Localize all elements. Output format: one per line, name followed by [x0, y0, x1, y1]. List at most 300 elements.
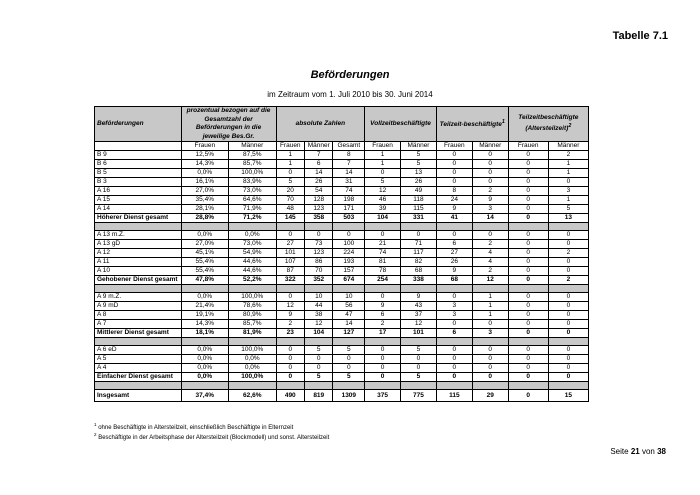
- table-cell: 0: [333, 231, 365, 240]
- table-cell: 0: [333, 355, 365, 364]
- table-cell: 9: [401, 293, 437, 302]
- table-cell: 123: [305, 249, 333, 258]
- table-cell: 85,7%: [229, 160, 277, 169]
- row-label: A 5: [95, 355, 182, 364]
- separator-cell: [95, 223, 182, 231]
- table-cell: 0: [472, 364, 508, 373]
- page-title: Beförderungen: [310, 69, 390, 81]
- table-cell: 47: [333, 311, 365, 320]
- subheader-cell: Männer: [229, 142, 277, 151]
- table-cell: 5: [276, 178, 304, 187]
- table-cell: 1: [472, 311, 508, 320]
- table-cell: 9: [436, 267, 472, 276]
- table-cell: 12: [472, 276, 508, 285]
- table-cell: 27: [436, 249, 472, 258]
- table-cell: 101: [401, 329, 437, 338]
- table-cell: 9: [472, 196, 508, 205]
- row-label: A 9 m.Z.: [95, 293, 182, 302]
- table-cell: 0: [548, 364, 588, 373]
- table-cell: 8: [333, 151, 365, 160]
- separator-cell: [276, 382, 304, 390]
- table-cell: 9: [436, 205, 472, 214]
- table-subheader-row: [95, 142, 589, 151]
- table-cell: 145: [276, 214, 304, 223]
- subheader-cell: Frauen: [276, 142, 304, 151]
- table-cell: 0: [508, 240, 548, 249]
- table-cell: 0: [401, 364, 437, 373]
- table-cell: 198: [333, 196, 365, 205]
- row-label: B 5: [95, 169, 182, 178]
- table-cell: 0: [365, 355, 401, 364]
- table-cell: 74: [365, 249, 401, 258]
- table-row: [95, 355, 589, 364]
- separator-cell: [333, 285, 365, 293]
- table-cell: 2: [276, 320, 304, 329]
- group-separator: [95, 338, 589, 346]
- table-cell: 101: [276, 249, 304, 258]
- table-cell: 8: [436, 187, 472, 196]
- table-cell: 16,1%: [181, 178, 228, 187]
- table-cell: 0: [472, 373, 508, 382]
- row-label: A 10: [95, 267, 182, 276]
- header-category: Beförderungen: [95, 107, 182, 142]
- separator-cell: [508, 285, 548, 293]
- table-cell: 1309: [333, 390, 365, 402]
- table-cell: 0,0%: [181, 355, 228, 364]
- table-row: [95, 311, 589, 320]
- table-row: [95, 169, 589, 178]
- header-percent: prozentual bezogen auf die Gesamtzahl der Beförderungen in die jeweilige Bes.Gr.: [181, 107, 276, 142]
- separator-cell: [305, 223, 333, 231]
- table-cell: 107: [276, 258, 304, 267]
- separator-cell: [548, 223, 588, 231]
- table-cell: 4: [472, 249, 508, 258]
- table-cell: 85,7%: [229, 320, 277, 329]
- group-total-row: [95, 329, 589, 338]
- table-cell: 1: [548, 160, 588, 169]
- table-cell: 0: [436, 346, 472, 355]
- separator-cell: [365, 285, 401, 293]
- table-row: [95, 205, 589, 214]
- table-cell: 0,0%: [229, 364, 277, 373]
- separator-cell: [305, 338, 333, 346]
- table-cell: 490: [276, 390, 304, 402]
- table-cell: 254: [365, 276, 401, 285]
- separator-cell: [333, 338, 365, 346]
- group-total-row: [95, 214, 589, 223]
- table-body: [95, 142, 589, 402]
- table-cell: 5: [401, 346, 437, 355]
- footnote-2: $^2$ Beschäftigte in der Arbeitsphase der Altersteilzeit (Blockmodell) und sonst. Altersteilzeit: [94, 432, 330, 441]
- group-total-row: [95, 373, 589, 382]
- table-cell: 0: [548, 355, 588, 364]
- table-cell: 3: [548, 187, 588, 196]
- table-cell: 26: [436, 258, 472, 267]
- separator-cell: [508, 382, 548, 390]
- table-row: [95, 249, 589, 258]
- table-cell: 322: [276, 276, 304, 285]
- separator-cell: [276, 285, 304, 293]
- table-cell: 13: [548, 214, 588, 223]
- table-cell: 68: [401, 267, 437, 276]
- table-cell: 331: [401, 214, 437, 223]
- row-label: A 6 eD: [95, 346, 182, 355]
- table-cell: 10: [333, 293, 365, 302]
- table-cell: 82: [401, 258, 437, 267]
- table-cell: 0: [436, 169, 472, 178]
- separator-cell: [365, 338, 401, 346]
- table-cell: 0: [508, 364, 548, 373]
- table-cell: 71: [401, 240, 437, 249]
- row-label: Mittlerer Dienst gesamt: [95, 329, 182, 338]
- table-row: [95, 258, 589, 267]
- table-cell: 118: [401, 196, 437, 205]
- header-absolute: absolute Zahlen: [276, 107, 365, 142]
- table-cell: 81: [365, 258, 401, 267]
- separator-cell: [95, 285, 182, 293]
- table-cell: 0: [436, 355, 472, 364]
- separator-cell: [229, 285, 277, 293]
- table-cell: 115: [401, 205, 437, 214]
- table-cell: 0: [365, 364, 401, 373]
- separator-cell: [181, 285, 228, 293]
- table-cell: 0: [508, 231, 548, 240]
- table-cell: 123: [305, 205, 333, 214]
- separator-cell: [276, 338, 304, 346]
- table-cell: 52,2%: [229, 276, 277, 285]
- table-cell: 5: [333, 373, 365, 382]
- table-cell: 12: [276, 302, 304, 311]
- table-cell: 0: [548, 311, 588, 320]
- separator-cell: [472, 223, 508, 231]
- table-cell: 0: [548, 178, 588, 187]
- table-cell: 0: [508, 258, 548, 267]
- table-cell: 2: [548, 249, 588, 258]
- table-cell: 224: [333, 249, 365, 258]
- table-cell: 0: [508, 276, 548, 285]
- separator-cell: [401, 338, 437, 346]
- table-cell: 0: [436, 364, 472, 373]
- table-cell: 171: [333, 205, 365, 214]
- table-cell: 775: [401, 390, 437, 402]
- table-cell: 100,0%: [229, 169, 277, 178]
- separator-cell: [436, 223, 472, 231]
- separator-cell: [365, 382, 401, 390]
- table-cell: 5: [548, 205, 588, 214]
- table-cell: 12,5%: [181, 151, 228, 160]
- row-label: A 9 mD: [95, 302, 182, 311]
- table-cell: 24: [436, 196, 472, 205]
- table-cell: 157: [333, 267, 365, 276]
- table-cell: 29: [472, 390, 508, 402]
- table-cell: 0: [333, 364, 365, 373]
- table-row: [95, 364, 589, 373]
- row-label: A 13 gD: [95, 240, 182, 249]
- table-cell: 1: [548, 169, 588, 178]
- table-cell: 0: [305, 364, 333, 373]
- row-label: Insgesamt: [95, 390, 182, 402]
- separator-cell: [436, 285, 472, 293]
- row-label: Höherer Dienst gesamt: [95, 214, 182, 223]
- table-cell: 56: [333, 302, 365, 311]
- row-label: B 6: [95, 160, 182, 169]
- header-partial-retirement: Teilzeitbeschäftigte (Altersteilzeit)$^2$: [508, 107, 588, 142]
- table-cell: 0: [508, 390, 548, 402]
- table-header-row: [95, 107, 589, 142]
- table-cell: 1: [472, 302, 508, 311]
- table-cell: 3: [472, 329, 508, 338]
- table-cell: 6: [436, 240, 472, 249]
- table-row: [95, 293, 589, 302]
- table-cell: 0: [401, 231, 437, 240]
- table-row: [95, 320, 589, 329]
- separator-cell: [436, 338, 472, 346]
- table-cell: 6: [365, 311, 401, 320]
- table-cell: 0: [508, 205, 548, 214]
- table-cell: 27,0%: [181, 240, 228, 249]
- table-cell: 0: [472, 151, 508, 160]
- subheader-cell: Männer: [305, 142, 333, 151]
- table-cell: 0,0%: [181, 346, 228, 355]
- table-cell: 4: [472, 258, 508, 267]
- table-cell: 0: [548, 346, 588, 355]
- table-cell: 5: [401, 160, 437, 169]
- row-label: A 16: [95, 187, 182, 196]
- table-row: [95, 196, 589, 205]
- table-cell: 0: [436, 231, 472, 240]
- separator-cell: [472, 285, 508, 293]
- table-cell: 26: [305, 178, 333, 187]
- table-cell: 0: [276, 364, 304, 373]
- table-cell: 46: [365, 196, 401, 205]
- table-cell: 100: [333, 240, 365, 249]
- table-cell: 14: [333, 169, 365, 178]
- table-cell: 35,4%: [181, 196, 228, 205]
- table-cell: 26: [401, 178, 437, 187]
- row-label: A 13 m.Z.: [95, 231, 182, 240]
- table-cell: 71,9%: [229, 205, 277, 214]
- table-cell: 0: [305, 231, 333, 240]
- table-cell: 28,8%: [181, 214, 228, 223]
- table-cell: 1: [548, 196, 588, 205]
- table-cell: 15: [548, 390, 588, 402]
- table-cell: 7: [333, 160, 365, 169]
- separator-cell: [229, 223, 277, 231]
- table-cell: 0,0%: [181, 231, 228, 240]
- table-cell: 17: [365, 329, 401, 338]
- table-cell: 0: [508, 249, 548, 258]
- table-cell: 117: [401, 249, 437, 258]
- table-cell: 193: [333, 258, 365, 267]
- group-total-row: [95, 276, 589, 285]
- table-cell: 54,9%: [229, 249, 277, 258]
- row-label: A 11: [95, 258, 182, 267]
- row-label: Gehobener Dienst gesamt: [95, 276, 182, 285]
- table-cell: 41: [436, 214, 472, 223]
- table-cell: 0: [548, 320, 588, 329]
- separator-cell: [95, 338, 182, 346]
- table-cell: 6: [436, 329, 472, 338]
- table-cell: 100,0%: [229, 373, 277, 382]
- separator-cell: [548, 285, 588, 293]
- table-cell: 0: [365, 373, 401, 382]
- table-cell: 0,0%: [229, 231, 277, 240]
- table-cell: 0: [401, 355, 437, 364]
- table-row: [95, 178, 589, 187]
- subheader-cell: Frauen: [508, 142, 548, 151]
- table-cell: 0,0%: [229, 355, 277, 364]
- table-cell: 49: [401, 187, 437, 196]
- separator-cell: [95, 382, 182, 390]
- table-cell: 62,6%: [229, 390, 277, 402]
- table-cell: 0: [548, 293, 588, 302]
- table-cell: 37,4%: [181, 390, 228, 402]
- table-cell: 7: [305, 151, 333, 160]
- table-cell: 0: [276, 355, 304, 364]
- separator-cell: [181, 382, 228, 390]
- table-cell: 27,0%: [181, 187, 228, 196]
- row-label: A 15: [95, 196, 182, 205]
- separator-cell: [508, 223, 548, 231]
- table-cell: 1: [276, 151, 304, 160]
- table-cell: 0: [508, 267, 548, 276]
- table-cell: 3: [436, 302, 472, 311]
- table-cell: 19,1%: [181, 311, 228, 320]
- separator-cell: [229, 382, 277, 390]
- table-cell: 100,0%: [229, 293, 277, 302]
- table-cell: 2: [548, 151, 588, 160]
- table-cell: 37: [401, 311, 437, 320]
- table-cell: 12: [305, 320, 333, 329]
- table-cell: 0,0%: [181, 373, 228, 382]
- separator-cell: [472, 382, 508, 390]
- table-cell: 55,4%: [181, 258, 228, 267]
- table-cell: 9: [276, 311, 304, 320]
- table-cell: 5: [401, 373, 437, 382]
- table-cell: 0: [508, 151, 548, 160]
- table-cell: 0,0%: [181, 169, 228, 178]
- table-cell: 5: [401, 151, 437, 160]
- table-number-label: Tabelle 7.1: [612, 30, 668, 42]
- table-cell: 0: [276, 293, 304, 302]
- promotions-table: [94, 106, 589, 402]
- table-row: [95, 231, 589, 240]
- grand-total-row: [95, 390, 589, 402]
- table-cell: 5: [305, 373, 333, 382]
- table-cell: 0: [436, 373, 472, 382]
- table-cell: 2: [365, 320, 401, 329]
- table-cell: 83,9%: [229, 178, 277, 187]
- subheader-blank: [95, 142, 182, 151]
- row-label: B 3: [95, 178, 182, 187]
- table-cell: 0: [436, 178, 472, 187]
- subheader-cell: Frauen: [436, 142, 472, 151]
- table-cell: 0: [508, 346, 548, 355]
- row-label: Einfacher Dienst gesamt: [95, 373, 182, 382]
- subheader-cell: Männer: [472, 142, 508, 151]
- table-cell: 0: [548, 231, 588, 240]
- table-cell: 375: [365, 390, 401, 402]
- table-cell: 5: [365, 178, 401, 187]
- table-cell: 0: [548, 373, 588, 382]
- table-cell: 5: [305, 346, 333, 355]
- table-cell: 0: [276, 346, 304, 355]
- table-cell: 27: [276, 240, 304, 249]
- table-cell: 358: [305, 214, 333, 223]
- table-cell: 6: [305, 160, 333, 169]
- table-cell: 3: [472, 205, 508, 214]
- table-cell: 127: [333, 329, 365, 338]
- table-cell: 1: [276, 160, 304, 169]
- table-row: [95, 160, 589, 169]
- table-cell: 0: [472, 355, 508, 364]
- table-cell: 1: [472, 293, 508, 302]
- table-cell: 87: [276, 267, 304, 276]
- separator-cell: [333, 223, 365, 231]
- table-cell: 70: [305, 267, 333, 276]
- table-cell: 128: [305, 196, 333, 205]
- table-cell: 0: [548, 302, 588, 311]
- table-cell: 78,6%: [229, 302, 277, 311]
- page-subtitle: im Zeitraum vom 1. Juli 2010 bis 30. Juni 2014: [267, 90, 433, 99]
- table-cell: 0: [508, 320, 548, 329]
- table-cell: 48: [276, 205, 304, 214]
- separator-cell: [365, 223, 401, 231]
- separator-cell: [181, 338, 228, 346]
- subheader-cell: Frauen: [181, 142, 228, 151]
- table-cell: 0: [436, 151, 472, 160]
- subheader-cell: Männer: [401, 142, 437, 151]
- table-cell: 68: [436, 276, 472, 285]
- table-cell: 14: [305, 169, 333, 178]
- table-row: [95, 187, 589, 196]
- table-cell: 674: [333, 276, 365, 285]
- table-cell: 0: [436, 160, 472, 169]
- table-cell: 0: [472, 169, 508, 178]
- table-cell: 38: [305, 311, 333, 320]
- table-cell: 21: [365, 240, 401, 249]
- table-cell: 86: [305, 258, 333, 267]
- table-cell: 44: [305, 302, 333, 311]
- table-cell: 338: [401, 276, 437, 285]
- table-cell: 43: [401, 302, 437, 311]
- table-cell: 0: [508, 196, 548, 205]
- table-cell: 14: [472, 214, 508, 223]
- table-cell: 1: [365, 160, 401, 169]
- table-cell: 0: [548, 240, 588, 249]
- table-cell: 0: [472, 160, 508, 169]
- table-cell: 503: [333, 214, 365, 223]
- table-cell: 0,0%: [181, 293, 228, 302]
- table-cell: 0: [508, 355, 548, 364]
- row-label: A 4: [95, 364, 182, 373]
- table-cell: 80,9%: [229, 311, 277, 320]
- separator-cell: [508, 338, 548, 346]
- table-cell: 73,0%: [229, 187, 277, 196]
- table-cell: 5: [333, 346, 365, 355]
- table-cell: 115: [436, 390, 472, 402]
- table-cell: 0: [508, 169, 548, 178]
- subheader-cell: Männer: [548, 142, 588, 151]
- table-cell: 0: [436, 293, 472, 302]
- group-separator: [95, 285, 589, 293]
- table-cell: 0: [508, 302, 548, 311]
- table-cell: 39: [365, 205, 401, 214]
- table-cell: 0: [472, 346, 508, 355]
- table-cell: 81,9%: [229, 329, 277, 338]
- table-cell: 0: [365, 346, 401, 355]
- table-cell: 12: [365, 187, 401, 196]
